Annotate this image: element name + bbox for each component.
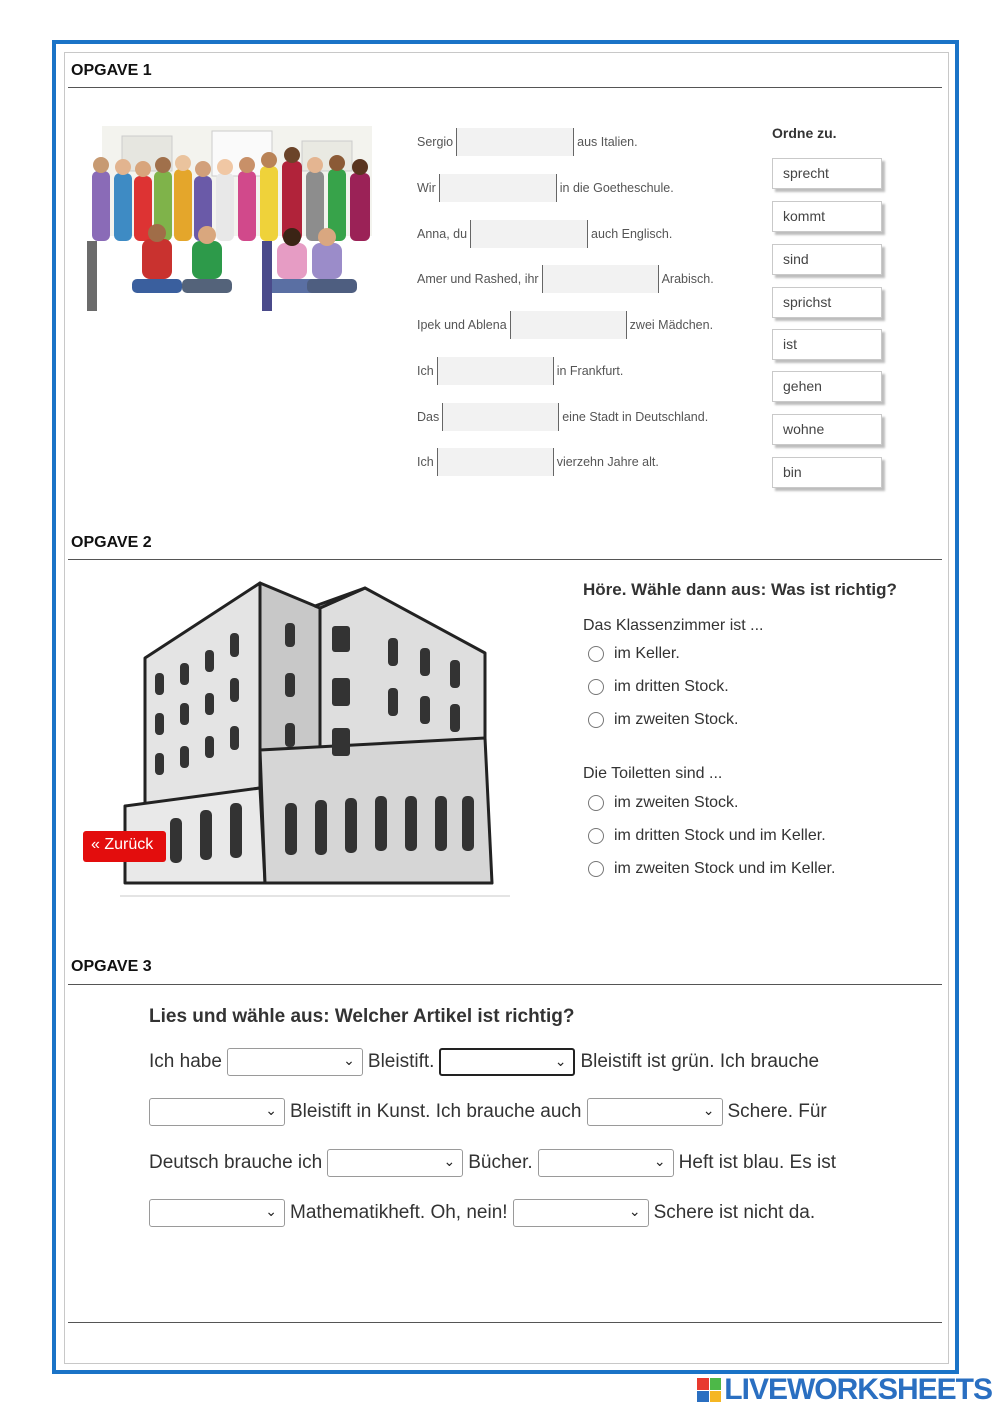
line-text: Mathematikheft. Oh, nein!: [290, 1202, 508, 1223]
word-tile[interactable]: sprecht: [772, 158, 882, 189]
brand-name: LIVEWORKSHEETS: [724, 1373, 992, 1406]
sentence-text: vierzehn Jahre alt.: [556, 455, 659, 469]
students-photo: [82, 121, 382, 321]
word-tile[interactable]: wohne: [772, 414, 882, 445]
chevron-down-icon: ⌄: [265, 1203, 277, 1219]
sentence-text: Wir: [417, 181, 436, 195]
sentence-row: [417, 311, 713, 339]
chevron-down-icon: ⌄: [265, 1102, 277, 1118]
word-tile[interactable]: bin: [772, 457, 882, 488]
liveworksheets-logo: [697, 1373, 992, 1407]
radio-button[interactable]: [588, 679, 604, 695]
question-text: Das Klassenzimmer ist ...: [583, 617, 764, 634]
option-label: im zweiten Stock.: [614, 711, 739, 728]
option-label: im dritten Stock und im Keller.: [614, 827, 826, 844]
line-text: Bleistift ist grün. Ich brauche: [580, 1051, 820, 1072]
question-text: Die Toiletten sind ...: [583, 765, 723, 782]
text-line: [149, 1097, 827, 1127]
article-select[interactable]: [538, 1149, 674, 1177]
sentence-row: [417, 128, 638, 156]
divider: [68, 1322, 942, 1323]
sentence-text: Amer und Rashed, ihr: [417, 272, 539, 286]
article-select[interactable]: [513, 1199, 649, 1227]
chevron-down-icon: ⌄: [628, 1203, 641, 1219]
opgave2-title: OPGAVE 2: [71, 534, 152, 551]
option-label: im Keller.: [614, 645, 680, 662]
article-select[interactable]: [227, 1048, 363, 1076]
sentence-row: [417, 448, 659, 476]
chevron-down-icon: ⌄: [443, 1153, 456, 1169]
sentence-text: Ipek und Ablena: [417, 318, 507, 332]
text-line: [149, 1047, 819, 1077]
drop-zone[interactable]: [437, 448, 554, 476]
radio-option[interactable]: [588, 645, 680, 663]
radio-option[interactable]: [588, 678, 729, 696]
drop-zone[interactable]: [442, 403, 559, 431]
divider: [68, 87, 942, 88]
sentence-text: auch Englisch.: [591, 227, 673, 241]
sentence-text: in die Goetheschule.: [559, 181, 674, 195]
sentence-row: [417, 403, 708, 431]
word-tile[interactable]: ist: [772, 329, 882, 360]
article-select[interactable]: [149, 1199, 285, 1227]
opgave3-title: OPGAVE 3: [71, 958, 152, 975]
line-text: Schere. Für: [727, 1101, 827, 1122]
option-label: im zweiten Stock und im Keller.: [614, 860, 836, 877]
sentence-text: Arabisch.: [661, 272, 714, 286]
sentence-text: in Frankfurt.: [556, 364, 624, 378]
line-text: Bleistift in Kunst. Ich brauche auch: [290, 1101, 582, 1122]
chevron-down-icon: ⌄: [653, 1153, 666, 1169]
article-select[interactable]: [439, 1048, 575, 1076]
chevron-down-icon: ⌄: [554, 1053, 567, 1069]
article-select[interactable]: [327, 1149, 463, 1177]
back-button[interactable]: « Zurück: [83, 831, 166, 862]
option-label: im dritten Stock.: [614, 678, 729, 695]
drop-zone[interactable]: [510, 311, 627, 339]
radio-button[interactable]: [588, 646, 604, 662]
drop-zone[interactable]: [542, 265, 659, 293]
sentence-row: [417, 220, 672, 248]
line-text: Ich habe: [149, 1051, 222, 1072]
sentence-text: Anna, du: [417, 227, 468, 241]
chevron-down-icon: ⌄: [343, 1052, 355, 1068]
option-label: im zweiten Stock.: [614, 794, 739, 811]
drop-zone[interactable]: [439, 174, 557, 202]
line-text: Schere ist nicht da.: [653, 1202, 816, 1223]
word-tile[interactable]: sprichst: [772, 287, 882, 318]
sentence-row: [417, 265, 714, 293]
sentence-row: [417, 357, 623, 385]
sentence-text: Ich: [417, 364, 434, 378]
line-text: Bücher.: [468, 1152, 533, 1173]
sentence-text: Das: [417, 410, 440, 424]
word-tile[interactable]: gehen: [772, 371, 882, 402]
article-instruction: Lies und wähle aus: Welcher Artikel ist richtig?: [149, 1006, 575, 1027]
text-line: [149, 1148, 836, 1178]
logo-mark-icon: [697, 1378, 721, 1402]
article-select[interactable]: [149, 1098, 285, 1126]
article-select[interactable]: [587, 1098, 723, 1126]
sentence-text: aus Italien.: [577, 135, 638, 149]
drop-zone[interactable]: [470, 220, 588, 248]
radio-button[interactable]: [588, 795, 604, 811]
sentence-text: eine Stadt in Deutschland.: [562, 410, 709, 424]
line-text: Bleistift.: [367, 1051, 435, 1072]
drop-zone[interactable]: [437, 357, 554, 385]
sentence-text: Sergio: [417, 135, 454, 149]
ordne-label: Ordne zu.: [772, 125, 837, 141]
radio-option[interactable]: [588, 827, 826, 845]
line-text: Heft ist blau. Es ist: [678, 1152, 836, 1173]
radio-option[interactable]: [588, 711, 738, 729]
radio-button[interactable]: [588, 861, 604, 877]
listening-instruction: Höre. Wähle dann aus: Was ist richtig?: [583, 580, 897, 599]
radio-option[interactable]: [588, 794, 738, 812]
sentence-row: [417, 174, 674, 202]
divider: [68, 984, 942, 985]
line-text: Deutsch brauche ich: [149, 1152, 323, 1173]
text-line: [149, 1198, 815, 1228]
radio-button[interactable]: [588, 712, 604, 728]
radio-button[interactable]: [588, 828, 604, 844]
drop-zone[interactable]: [456, 128, 574, 156]
word-tile[interactable]: sind: [772, 244, 882, 275]
sentence-text: Ich: [417, 455, 434, 469]
radio-option[interactable]: [588, 860, 835, 878]
school-building-image: [120, 578, 510, 900]
chevron-down-icon: ⌄: [702, 1102, 715, 1118]
word-tile[interactable]: kommt: [772, 201, 882, 232]
opgave1-title: OPGAVE 1: [71, 62, 152, 79]
divider: [68, 559, 942, 560]
sentence-text: zwei Mädchen.: [629, 318, 714, 332]
